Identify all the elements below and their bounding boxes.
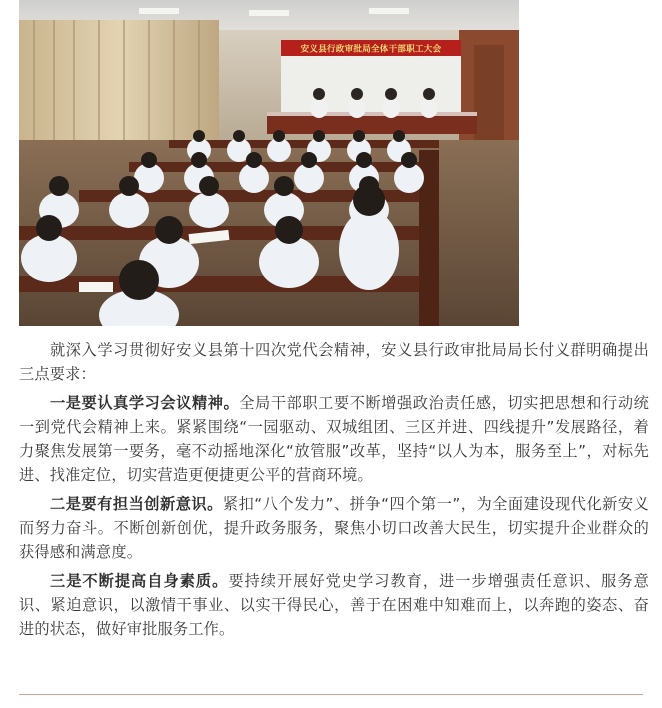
point-body-3: 要持续开展好党史学习教育，进一步增强责任意识、服务意识、紧迫意识，以激情干事业、以实干得民心，善于在困难中知难而上，以奔跑的姿态、奋进的状态，做好审批服务工作。 [19, 571, 649, 639]
point-body-1: 全局干部职工要不断增强政治责任感，切实把思想和行动统一到党代会精神上来。紧紧围绕“一园驱动、双城组团、三区并进、四线提升”发展路径，着力聚焦发展第一要务，毫不动摇地深化“放管服”改革，坚持“以人为本，服务至上”，对标先进、找准定位，切实营造更便捷更公平的营商环境。 [19, 393, 649, 485]
meeting-photo [19, 0, 519, 326]
point-paragraph-1 [19, 391, 649, 488]
point-heading-2: 二是要有担当创新意识。 [50, 494, 223, 513]
point-body-2: 紧扣“八个发力”、拼争“四个第一”，为全面建设现代化新安义而努力奋斗。不断创新创优，提升政务服务，聚焦小切口改善大民生，切实提升企业群众的获得感和满意度。 [19, 494, 650, 562]
intro-paragraph: 就深入学习贯彻好安义县第十四次党代会精神，安义县行政审批局局长付义群明确提出三点要求： [19, 341, 649, 384]
point-paragraph-3 [19, 569, 649, 642]
point-heading-3: 三是不断提高自身素质。 [50, 571, 229, 590]
article-body [19, 338, 649, 646]
banner-text: 安义县行政审批局全体干部职工大会 [300, 44, 442, 55]
point-paragraph-2 [19, 492, 649, 565]
section-divider [19, 694, 643, 695]
point-heading-1: 一是要认真学习会议精神。 [50, 393, 240, 412]
